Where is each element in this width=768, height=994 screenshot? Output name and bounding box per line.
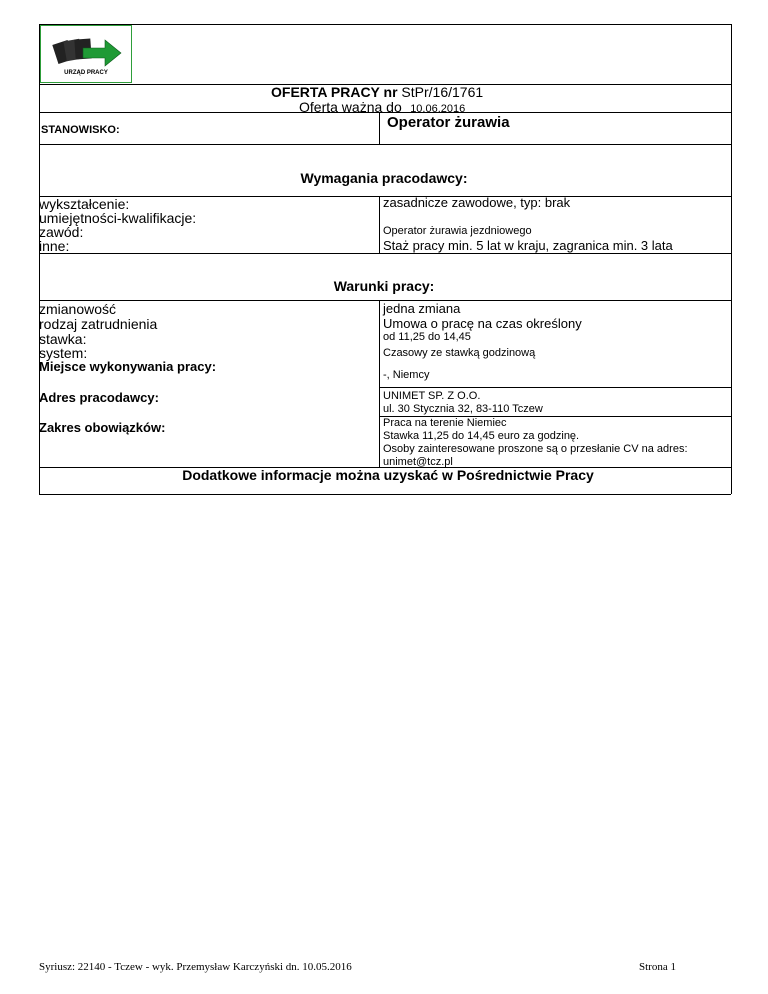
requirement-label: inne: — [39, 238, 70, 254]
duty-line: Praca na terenie Niemiec — [383, 417, 507, 429]
requirement-value: zasadnicze zawodowe, typ: brak — [383, 195, 571, 210]
duty-line: unimet@tcz.pl — [383, 456, 453, 468]
logo-caption: URZĄD PRACY — [64, 70, 108, 76]
condition-value: jedna zmiana — [383, 301, 461, 316]
position-value: Operator żurawia — [387, 114, 510, 131]
condition-label: zmianowość — [39, 301, 117, 317]
cards-arrow-icon — [41, 28, 131, 70]
page-number: Strona 1 — [639, 961, 676, 973]
condition-value: Czasowy ze stawką godzinową — [383, 347, 536, 359]
employer-address: ul. 30 Stycznia 32, 83-110 Tczew — [383, 403, 543, 415]
condition-label: rodzaj zatrudnienia — [39, 316, 158, 332]
footer-left: Syriusz: 22140 - Tczew - wyk. Przemysław Karczyński dn. 10.05.2016 — [39, 961, 352, 973]
employer-address-label: Adres pracodawcy: — [39, 390, 159, 405]
offer-number: StPr/16/1761 — [401, 84, 484, 100]
condition-value: Umowa o pracę na czas określony — [383, 316, 582, 331]
requirement-label: wykształcenie: — [39, 196, 130, 212]
valid-date: 10.06.2016 — [410, 103, 466, 115]
conditions-heading: Warunki pracy: — [333, 278, 435, 294]
offer-title — [271, 84, 483, 100]
workplace-value: -, Niemcy — [383, 369, 430, 381]
requirement-label: umiejętności-kwalifikacje: — [39, 210, 197, 226]
requirement-value: Staż pracy min. 5 lat w kraju, zagranica min. 3 lata — [383, 238, 673, 253]
valid-label: Oferta ważna do — [299, 99, 402, 115]
position-label: STANOWISKO: — [41, 124, 120, 136]
requirements-heading: Wymagania pracodawcy: — [300, 170, 468, 186]
duties-label: Zakres obowiązków: — [39, 420, 166, 435]
workplace-label: Miejsce wykonywania pracy: — [39, 359, 217, 374]
requirement-value: Operator żurawia jezdniowego — [383, 225, 532, 237]
duty-line: Stawka 11,25 do 14,45 euro za godzinę. — [383, 430, 580, 442]
logo — [40, 25, 132, 83]
additional-info: Dodatkowe informacje można uzyskać w Pośrednictwie Pracy — [182, 467, 594, 483]
offer-label: OFERTA PRACY nr — [271, 84, 398, 100]
condition-value: od 11,25 do 14,45 — [383, 331, 471, 343]
duty-line: Osoby zainteresowane proszone są o przesłanie CV na adres: — [383, 443, 688, 455]
requirement-label: zawód: — [39, 224, 84, 240]
employer-name: UNIMET SP. Z O.O. — [383, 390, 481, 402]
condition-label: system: — [39, 345, 88, 361]
condition-label: stawka: — [39, 331, 87, 347]
